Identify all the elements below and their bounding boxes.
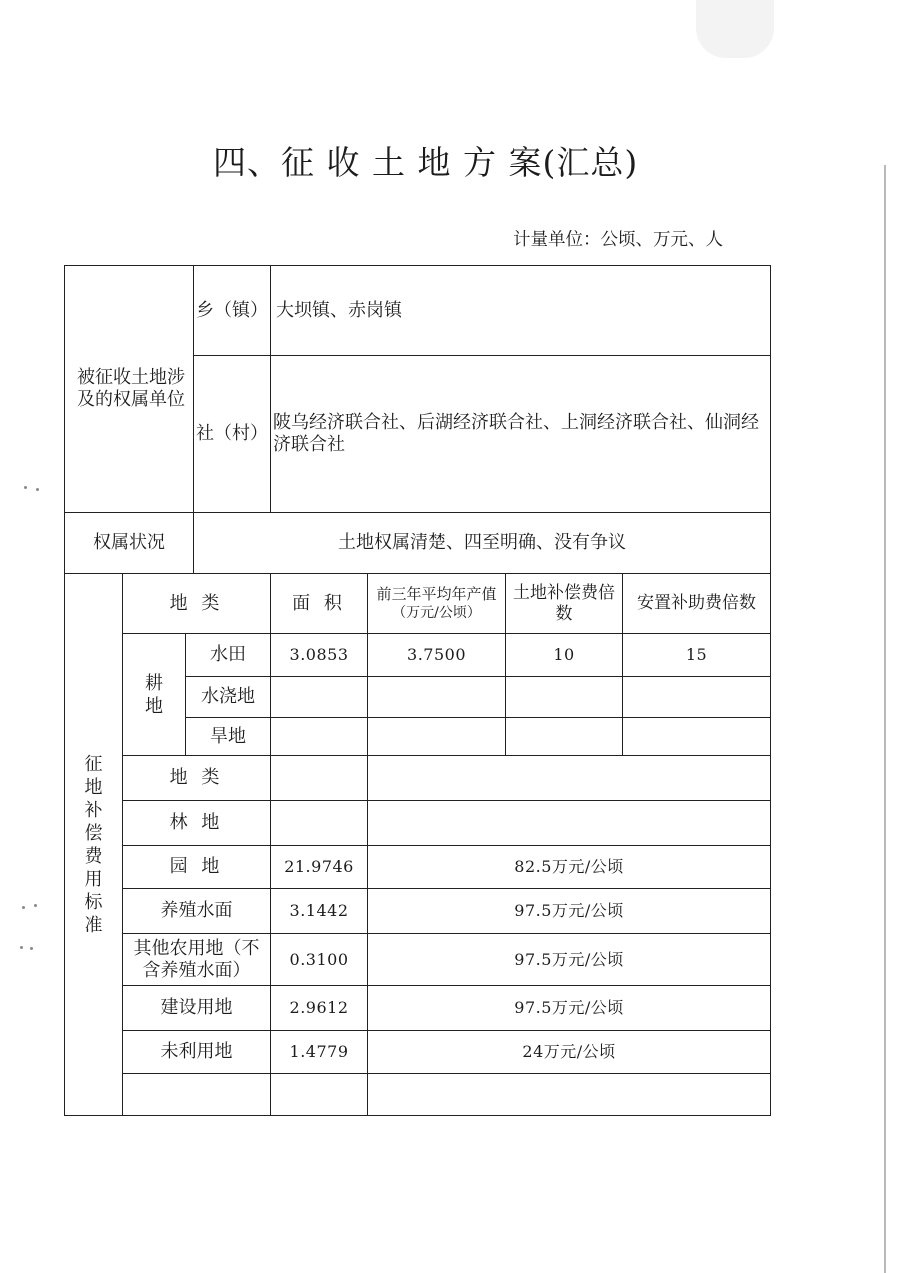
compensation-standard-label: 征地补偿费用标准: [84, 753, 103, 936]
cultivated-area: [271, 677, 368, 718]
header-avg-output-unit: （万元/公顷）: [392, 604, 481, 621]
cultivated-type: 水浇地: [186, 677, 271, 718]
other-land-area: 21.9746: [271, 846, 368, 889]
other-land-type: 养殖水面: [123, 889, 271, 934]
other-land-standard: 97.5万元/公顷: [368, 986, 771, 1031]
measurement-unit-note: 计量单位：公顷、万元、人: [513, 230, 723, 250]
cultivated-land-compensation-multiple: 10: [506, 634, 623, 677]
other-land-area: 3.1442: [271, 889, 368, 934]
village-label: 社（村）: [194, 356, 271, 513]
scan-speck: [36, 488, 39, 491]
header-resettlement-multiple: 安置补助费倍数: [623, 574, 771, 634]
other-land-row: [65, 934, 771, 986]
scan-speck: [24, 486, 27, 489]
cultivated-row: [65, 634, 771, 677]
cultivated-type: 水田: [186, 634, 271, 677]
empty-cell: [123, 1074, 271, 1116]
township-value: 大坝镇、赤岗镇: [271, 266, 771, 356]
other-land-standard: [368, 801, 771, 846]
other-land-area: 0.3100: [271, 934, 368, 986]
other-land-area: 2.9612: [271, 986, 368, 1031]
other-land-standard: 97.5万元/公顷: [368, 889, 771, 934]
cultivated-land-compensation-multiple: [506, 718, 623, 756]
cultivated-label-cell: [123, 634, 186, 756]
other-land-header-row: [65, 756, 771, 801]
other-land-row: [65, 1031, 771, 1074]
scan-speck: [30, 947, 33, 950]
other-land-area-cell: [271, 756, 368, 801]
empty-cell: [271, 1074, 368, 1116]
scan-smudge: [696, 0, 774, 58]
other-land-type-header: 地 类: [123, 756, 271, 801]
cultivated-avg-output: 3.7500: [368, 634, 506, 677]
ownership-status-value: 土地权属清楚、四至明确、没有争议: [194, 513, 771, 574]
compensation-header-row: [65, 574, 771, 634]
header-area: 面 积: [271, 574, 368, 634]
township-row: [65, 266, 771, 356]
other-land-row: [65, 986, 771, 1031]
cultivated-avg-output: [368, 718, 506, 756]
header-avg-output-cell: [368, 574, 506, 634]
other-land-type: 未利用地: [123, 1031, 271, 1074]
cultivated-resettlement-multiple: 15: [623, 634, 771, 677]
other-land-row: [65, 801, 771, 846]
cultivated-area: 3.0853: [271, 634, 368, 677]
land-acquisition-plan-table: [64, 265, 771, 1116]
cultivated-land-compensation-multiple: [506, 677, 623, 718]
ownership-status-row: [65, 513, 771, 574]
other-land-row: [65, 846, 771, 889]
other-land-type: 园 地: [123, 846, 271, 889]
cultivated-type: 旱地: [186, 718, 271, 756]
other-land-standard: 82.5万元/公顷: [368, 846, 771, 889]
cultivated-avg-output: [368, 677, 506, 718]
other-land-area: 1.4779: [271, 1031, 368, 1074]
other-land-row: [65, 889, 771, 934]
empty-row: [65, 1074, 771, 1116]
township-label: 乡（镇）: [194, 266, 271, 356]
ownership-units-label: 被征收土地涉及的权属单位: [77, 367, 185, 410]
other-land-type: 建设用地: [123, 986, 271, 1031]
ownership-status-label: 权属状况: [65, 513, 194, 574]
other-land-type: 其他农用地（不含养殖水面）: [133, 937, 260, 981]
ownership-units-label-cell: [65, 266, 194, 513]
cultivated-resettlement-multiple: [623, 718, 771, 756]
scan-speck: [20, 946, 23, 949]
other-land-standard: 97.5万元/公顷: [368, 934, 771, 986]
other-land-area: [271, 801, 368, 846]
scan-paper-edge: [884, 165, 886, 1273]
header-land-compensation-multiple: 土地补偿费倍数: [506, 574, 623, 634]
cultivated-resettlement-multiple: [623, 677, 771, 718]
other-land-standard-cell: [368, 756, 771, 801]
scan-speck: [34, 904, 37, 907]
scan-speck: [22, 906, 25, 909]
cultivated-label: 耕地: [144, 672, 163, 717]
compensation-standard-label-cell: [65, 574, 123, 1116]
other-land-type-cell: [123, 934, 271, 986]
other-land-type: 林 地: [123, 801, 271, 846]
header-land-type: 地 类: [123, 574, 271, 634]
other-land-standard: 24万元/公顷: [368, 1031, 771, 1074]
document-title: 四、征 收 土 地 方 案(汇总): [213, 143, 639, 182]
empty-cell: [368, 1074, 771, 1116]
village-value: 陂乌经济联合社、后湖经济联合社、上洞经济联合社、仙洞经济联合社: [271, 356, 771, 513]
header-avg-output: 前三年平均年产值: [376, 584, 497, 603]
cultivated-area: [271, 718, 368, 756]
